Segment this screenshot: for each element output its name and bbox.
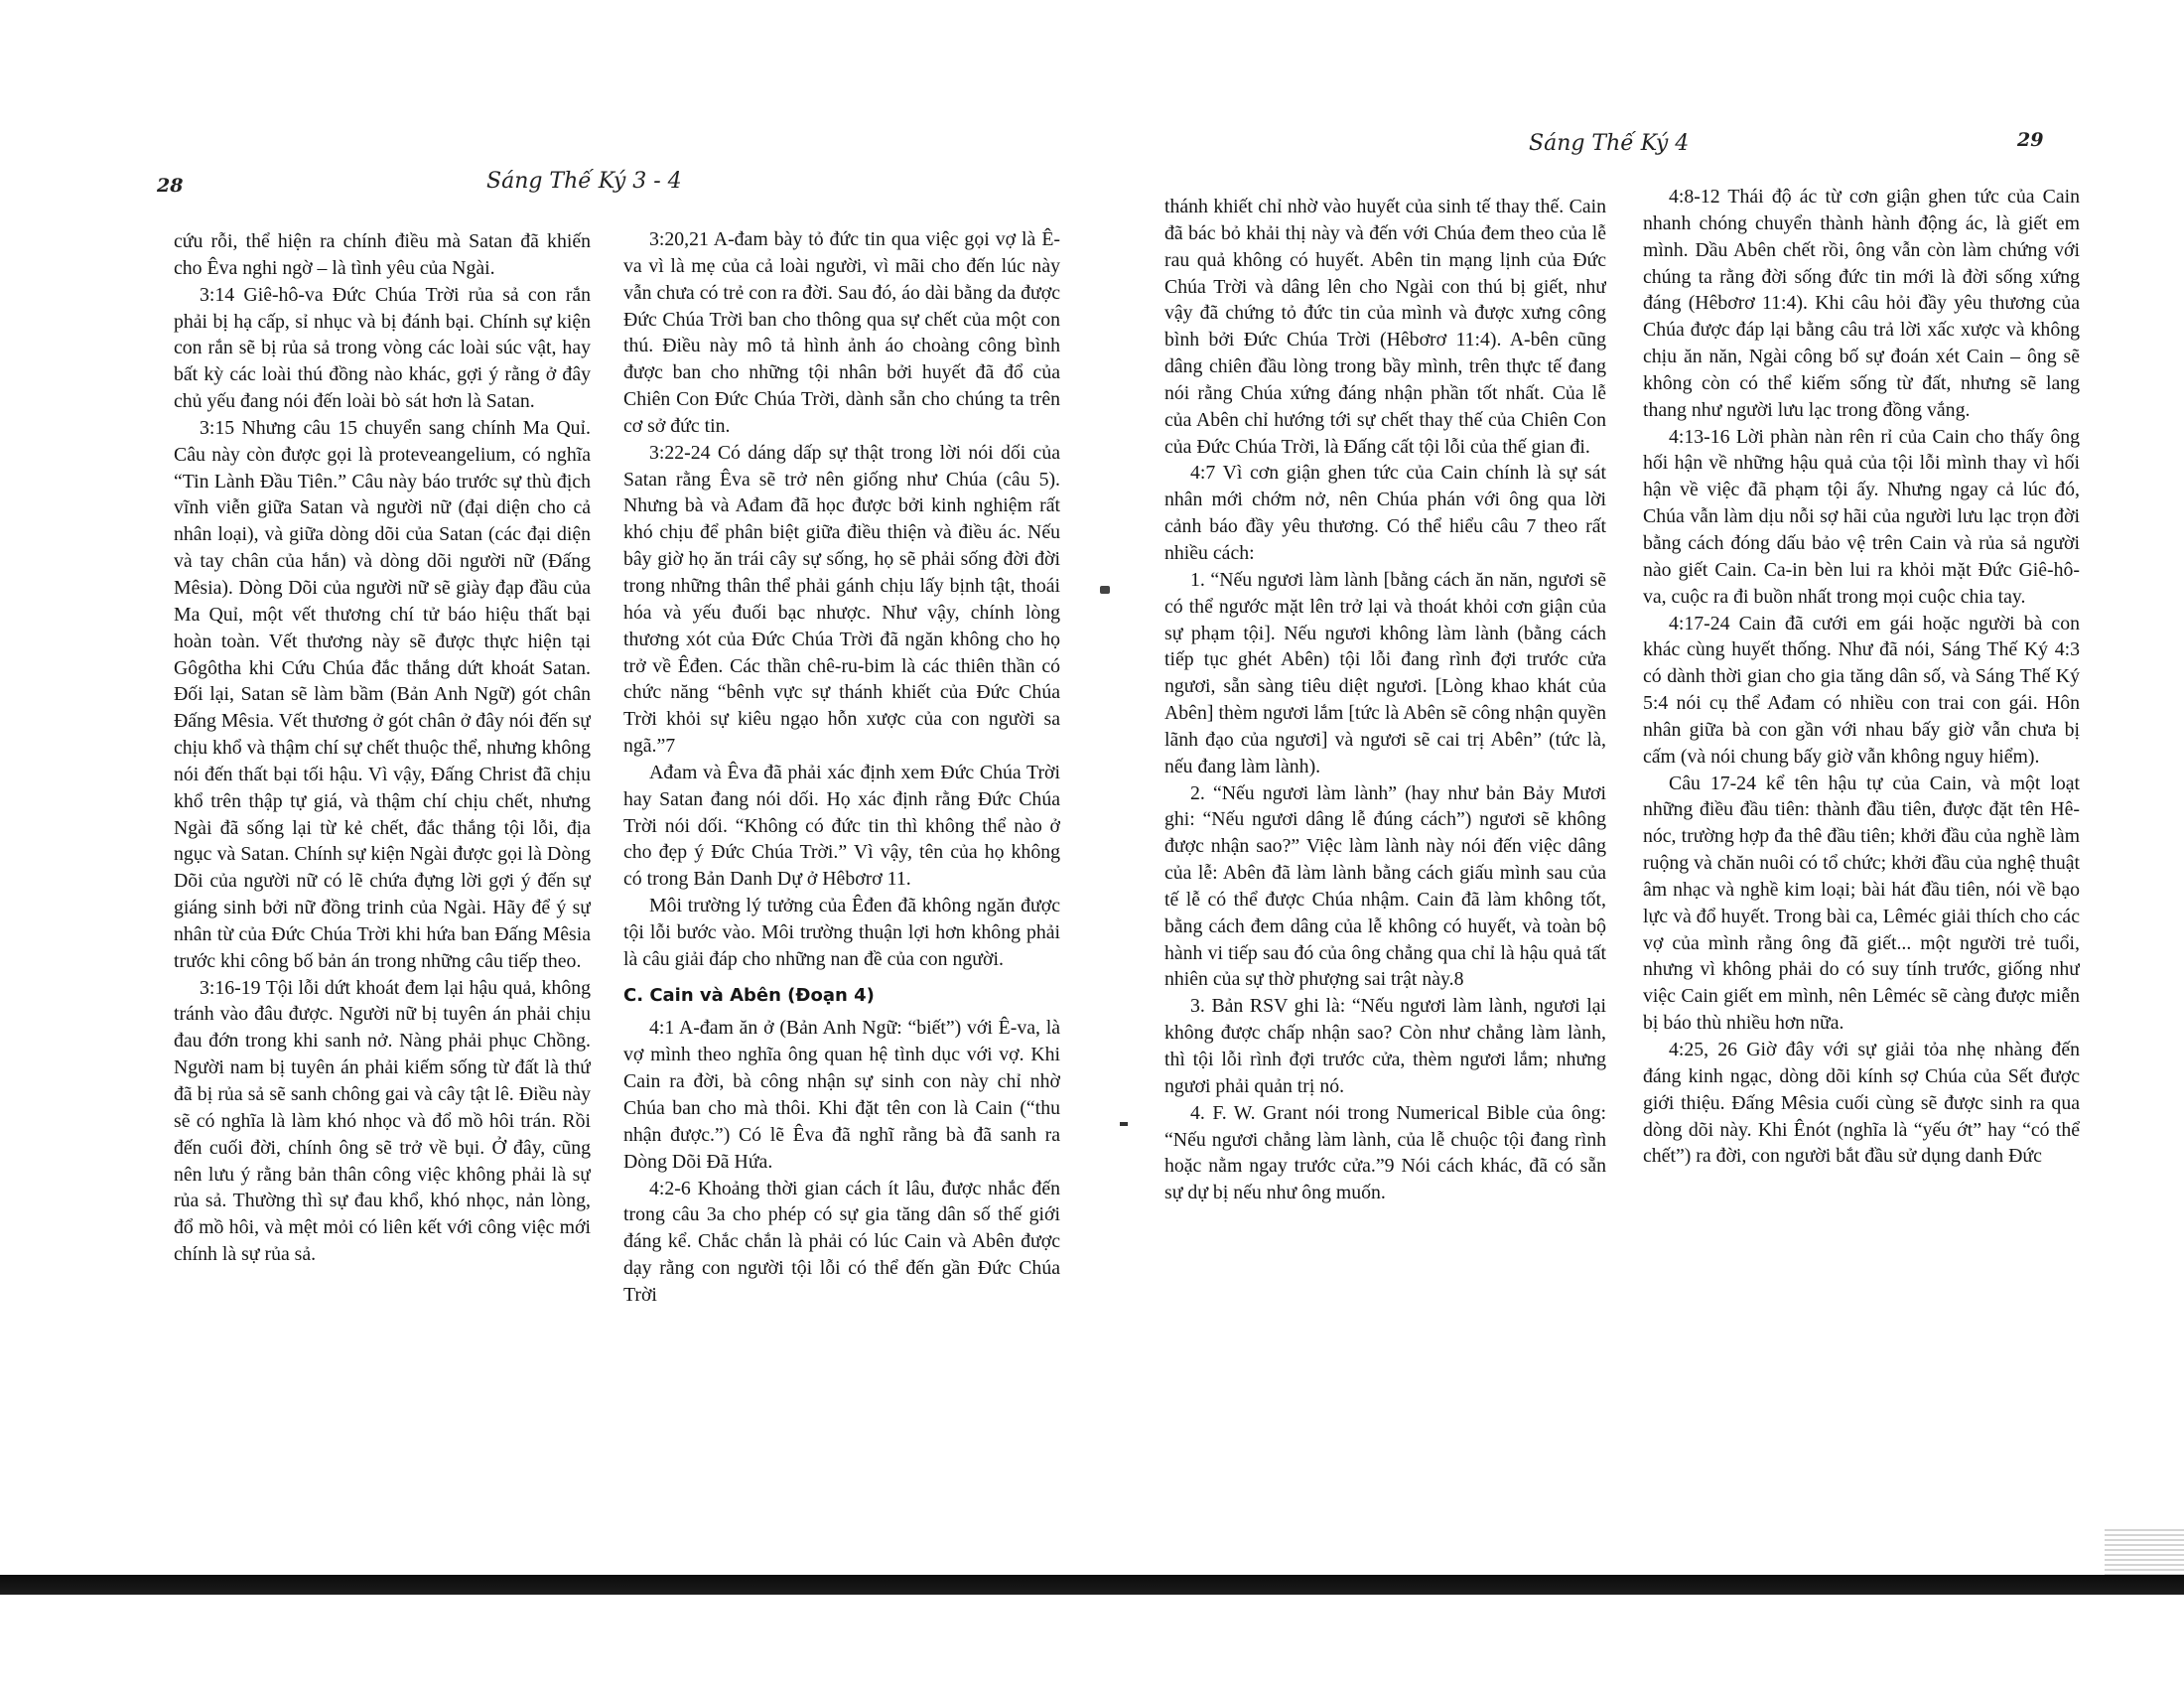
paragraph: cứu rỗi, thể hiện ra chính điều mà Satan đã khiến cho Êva nghi ngờ – là tình yêu của Ngài. <box>174 230 591 279</box>
paragraph: 2. “Nếu ngươi làm lành” (hay như bản Bảy Mươi ghi: “Nếu ngươi dâng lễ đúng cách”) ngươi sẽ không được nhận sao?” Việc làm lành này nói đến việc dâng của lễ: Abên đã làm lành bằng cách giấu mình sau của tế lễ có thể được Chúa nhậm. Cain đã làm không tốt, bằng cách đem dâng của lễ không có huyết, và toàn bộ hành vi tiếp sau đó của ông chẳng qua chỉ là hậu quả tất nhiên của sự thờ phượng sai trật này.8 <box>1164 781 1606 991</box>
scan-page-edges <box>2105 1529 2184 1575</box>
paragraph: 3:22-24 Có dáng dấp sự thật trong lời nói dối của Satan rằng Êva sẽ trở nên giống như Chúa (câu 5). Nhưng bà và Ađam đã học được bởi kinh nghiệm rất khó chịu để phân biệt giữa điều thiện và điều ác. Nếu bây giờ họ ăn trái cây sự sống, họ sẽ phải sống đời đời trong những thân thể phải gánh chịu lấy bịnh tật, thoái hóa và yếu đuối bạc nhược. Như vậy, chính lòng thương xót của Đức Chúa Trời đã ngăn không cho họ trở về Êđen. Các thần chê-ru-bim là các thiên thần có chức năng “bênh vực sự thánh khiết của Đức Chúa Trời khỏi sự kiêu ngạo hỗn xược của con người sa ngã.”7 <box>623 441 1060 758</box>
paragraph: Môi trường lý tưởng của Êđen đã không ngăn được tội lỗi bước vào. Môi trường thuận lợi hơn không phải là câu giải đáp cho những nan đề của con người. <box>623 895 1060 970</box>
paragraph: 4:1 A-đam ăn ở (Bản Anh Ngữ: “biết”) với Ê-va, là vợ mình theo nghĩa ông quan hệ tình dục với vợ. Khi Cain ra đời, bà công nhận sự sinh con này chỉ nhờ Chúa ban cho mà thôi. Khi đặt tên con là Cain (“thu nhận được.”) Có lẽ Êva đã nghĩ rằng bà đã sanh ra Dòng Dõi Đã Hứa. <box>623 1017 1060 1173</box>
paragraph: 4:8-12 Thái độ ác từ cơn giận ghen tức của Cain nhanh chóng chuyển thành hành động ác, là giết em mình. Dầu Abên chết rồi, ông vẫn còn làm chứng với chúng ta rằng đời sống đức tin mới là đời sống xứng đáng (Hêbơrơ 11:4). Khi câu hỏi đầy yêu thương của Chúa được đáp lại bằng câu trả lời xấc xược và không chịu ăn năn, Ngài công bố sự đoán xét Cain – ông sẽ không còn có thể kiếm sống từ đất, nhưng sẽ lang thang như người lưu lạc trong đồng vắng. <box>1643 186 2080 421</box>
paragraph: 4:7 Vì cơn giận ghen tức của Cain chính là sự sát nhân mới chớm nở, nên Chúa phán với ông qua lời cảnh báo đầy yêu thương. Có thể hiểu câu 7 theo rất nhiều cách: <box>1164 462 1606 564</box>
right-page <box>1112 0 2184 1589</box>
paragraph: 4. F. W. Grant nói trong Numerical Bible của ông: “Nếu ngươi chẳng làm lành, của lễ chuộc tội đang rình hoặc nằm ngay trước cửa.”9 Nói cách khác, đã có sẵn sự dự bị nếu như ông muốn. <box>1164 1101 1606 1204</box>
column-4 <box>1643 184 2080 1569</box>
left-page <box>0 0 1112 1589</box>
section-heading: C. Cain và Abên (Đoạn 4) <box>623 984 875 1006</box>
column-3 <box>1164 194 1606 1475</box>
scan-bottom-edge <box>0 1575 2184 1595</box>
paragraph: thánh khiết chỉ nhờ vào huyết của sinh tế thay thế. Cain đã bác bỏ khải thị này và đến với Chúa đem theo của lễ rau quả không có huyết. Abên tin mạng lịnh của Đức Chúa Trời và dâng lên cho Ngài con thú bị giết, như vậy đã chứng tỏ đức tin của mình và được xưng công bình bởi Đức Chúa Trời (Hêbơrơ 11:4). A-bên cũng dâng chiên đầu lòng trong bầy mình, trên thực tế đang nói rằng Chúa xứng đáng nhận phần tốt nhất. Của lễ của Abên chỉ hướng tới sự chết thay thế của Chiên Con của Đức Chúa Trời, là Đấng cất tội lỗi của thế gian đi. <box>1164 196 1606 458</box>
paragraph: 3:15 Nhưng câu 15 chuyển sang chính Ma Quỉ. Câu này còn được gọi là proteveangelium, có nghĩa “Tin Lành Đầu Tiên.” Câu này báo trước sự thù địch vĩnh viễn giữa Satan và người nữ (đại diện cho cả nhân loại), và giữa dòng dõi của Satan (các đại diện và tay chân của hắn) và dòng dõi người nữ (Đấng Mêsia). Dòng Dõi của người nữ sẽ giày đạp đầu của Ma Quỉ, một vết thương chí tử báo hiệu thất bại hoàn toàn. Vết thương này sẽ được thực hiện tại Gôgôtha khi Cứu Chúa đắc thắng dứt khoát Satan. Đối lại, Satan sẽ làm bầm (Bản Anh Ngữ) gót chân Đấng Mêsia. Vết thương ở gót chân ở đây nói đến sự chịu khổ và thậm chí sự chết thuộc thể, nhưng không nói đến thất bại tối hậu. Vì vậy, Đấng Christ đã chịu khổ trên thập tự giá, và thậm chí chịu chết, nhưng Ngài đã sống lại từ kẻ chết, đắc thắng tội lỗi, địa ngục và Satan. Chính sự kiện Ngài được gọi là Dòng Dõi của người nữ có lẽ chứa đựng lời gợi ý đến sự giáng sinh bởi nữ đồng trinh của Ngài. Hãy để ý sự nhân từ của Đức Chúa Trời khi hứa ban Đấng Mêsia trước khi công bố bản án trong những câu tiếp theo. <box>174 416 591 972</box>
paragraph: 4:2-6 Khoảng thời gian cách ít lâu, được nhắc đến trong câu 3a cho phép có sự gia tăng dân số thế giới đáng kể. Chắc chắn là phải có lúc Cain và Abên được dạy rằng con người tội lỗi có thể đến gần Đức Chúa Trời <box>623 1177 1060 1306</box>
paragraph: 3:16-19 Tội lỗi dứt khoát đem lại hậu quả, không tránh vào đâu được. Người nữ bị tuyên án phải chịu đau đớn trong khi sanh nở. Nàng phải phục Chồng. Người nam bị tuyên án phải kiếm sống từ đất là thứ đã bị rủa sả sẽ sanh chông gai và cây tật lê. Điều này sẽ có nghĩa là làm khó nhọc và đổ mồ hôi trán. Rồi đến cuối đời, chính ông sẽ trở về bụi. Ở đây, cũng nên lưu ý rằng bản thân công việc không phải là sự rủa sả. Thường thì sự đau khổ, khó nhọc, nản lòng, đổ mồ hôi, và mệt mỏi có liên kết với công việc mới chính là sự rủa sả. <box>174 976 591 1266</box>
page-number: 28 <box>157 175 184 197</box>
column-1 <box>174 228 591 1564</box>
paragraph: 3:20,21 A-đam bày tỏ đức tin qua việc gọi vợ là Ê-va vì là mẹ của cả loài người, vì mãi cho đến lúc này vẫn chưa có trẻ con ra đời. Sau đó, áo dài bằng da được Đức Chúa Trời ban cho thông qua sự chết của một con thú. Điều này mô tả hình ảnh áo choàng công bình được ban cho những tội nhân bởi huyết đã đổ của Chiên Con Đức Chúa Trời, dành sẵn cho chúng ta trên cơ sở đức tin. <box>623 228 1060 437</box>
paragraph: 4:17-24 Cain đã cưới em gái hoặc người bà con khác cùng huyết thống. Như đã nói, Sáng Thế Ký 4:3 có dành thời gian cho gia tăng dân số, và Sáng Thế Ký 5:4 nói cụ thể Ađam có nhiều con trai con gái. Hôn nhân giữa bà con gần với nhau bấy giờ vẫn chưa bị cấm (và nói chung bấy giờ vẫn không nguy hiểm). <box>1643 612 2080 768</box>
paragraph: 4:25, 26 Giờ đây với sự giải tỏa nhẹ nhàng đến đáng kinh ngạc, dòng dõi kính sợ Chúa của Sết được giới thiệu. Đấng Mêsia cuối cùng sẽ được sinh ra qua dòng dõi này. Khi Ênót (nghĩa là “yếu ớt” hay “có thể chết”) ra đời, con người bắt đầu sử dụng danh Đức <box>1643 1039 2080 1168</box>
column-2 <box>623 226 1060 1517</box>
running-head: Sáng Thế Ký 3 - 4 <box>486 169 682 194</box>
gutter-mark <box>1100 586 1110 594</box>
paragraph: 4:13-16 Lời phàn nàn rên rỉ của Cain cho thấy ông hối hận về những hậu quả của tội lỗi mình thay vì hối hận về việc đã phạm tội ấy. Nhưng ngay cả lúc đó, Chúa vẫn làm dịu nỗi sợ hãi của người lưu lạc trọn đời bằng cách đóng dấu bảo vệ trên Cain và rủa sả người nào giết Cain. Ca-in bèn lui ra khỏi mặt Đức Giê-hô-va, cuộc ra đi buồn nhất trong mọi cuộc chia tay. <box>1643 425 2080 608</box>
paragraph: Ađam và Êva đã phải xác định xem Đức Chúa Trời hay Satan đang nói dối. Họ xác định rằng Đức Chúa Trời nói dối. “Không có đức tin thì không thể nào ở cho đẹp ý Đức Chúa Trời.” Vì vậy, tên của họ không có trong Bản Danh Dự ở Hêbơrơ 11. <box>623 761 1060 891</box>
page-number: 29 <box>2017 129 2044 151</box>
running-head: Sáng Thế Ký 4 <box>1529 131 1690 156</box>
paragraph: Câu 17-24 kể tên hậu tự của Cain, và một loạt những điều đầu tiên: thành đầu tiên, được đặt tên Hê-nóc, trường hợp đa thê đầu tiên; khởi đầu của nghề làm ruộng và chăn nuôi có tổ chức; khởi đầu của nghệ thuật âm nhạc và nghề kim loại; bài hát đầu tiên, nói về bạo lực và đổ huyết. Trong bài ca, Lêméc giải thích cho các vợ của mình rằng ông đã giết... một người trẻ tuổi, nhưng vì không phải do có suy tính trước, giống như việc Cain giết em mình, nên Lêméc sẽ càng được miễn bị báo thù nhiều hơn nữa. <box>1643 772 2080 1035</box>
paragraph: 3:14 Giê-hô-va Đức Chúa Trời rủa sả con rắn phải bị hạ cấp, sỉ nhục và bị đánh bại. Chính sự kiện con rắn sẽ bị rủa sả trong vòng các loài súc vật, hay bất kỳ các loài thú đồng nào khác, gợi ý rằng ở đây chủ yếu đang nói đến loài bò sát hơn là Satan. <box>174 283 591 413</box>
paragraph: 3. Bản RSV ghi là: “Nếu ngươi làm lành, ngươi lại không được chấp nhận sao? Còn như chẳng làm lành, thì tội lỗi rình đợi trước cửa, thèm ngươi lắm; nhưng ngươi phải quản trị nó. <box>1164 995 1606 1097</box>
paragraph: 1. “Nếu ngươi làm lành [bằng cách ăn năn, ngươi sẽ có thể ngước mặt lên trở lại và thoát khỏi cơn giận của sự phạm tội]. Nếu ngươi không làm lành (bằng cách tiếp tục ghét Abên) tội lỗi đang rình đợi trước cửa ngươi, sẵn sàng tiêu diệt ngươi. [Lòng khao khát của Abên] thèm ngươi lắm [tức là Abên sẽ công nhận quyền lãnh đạo của ngươi] và ngươi sẽ cai trị Abên” (tức là, nếu đang làm lành). <box>1164 568 1606 777</box>
